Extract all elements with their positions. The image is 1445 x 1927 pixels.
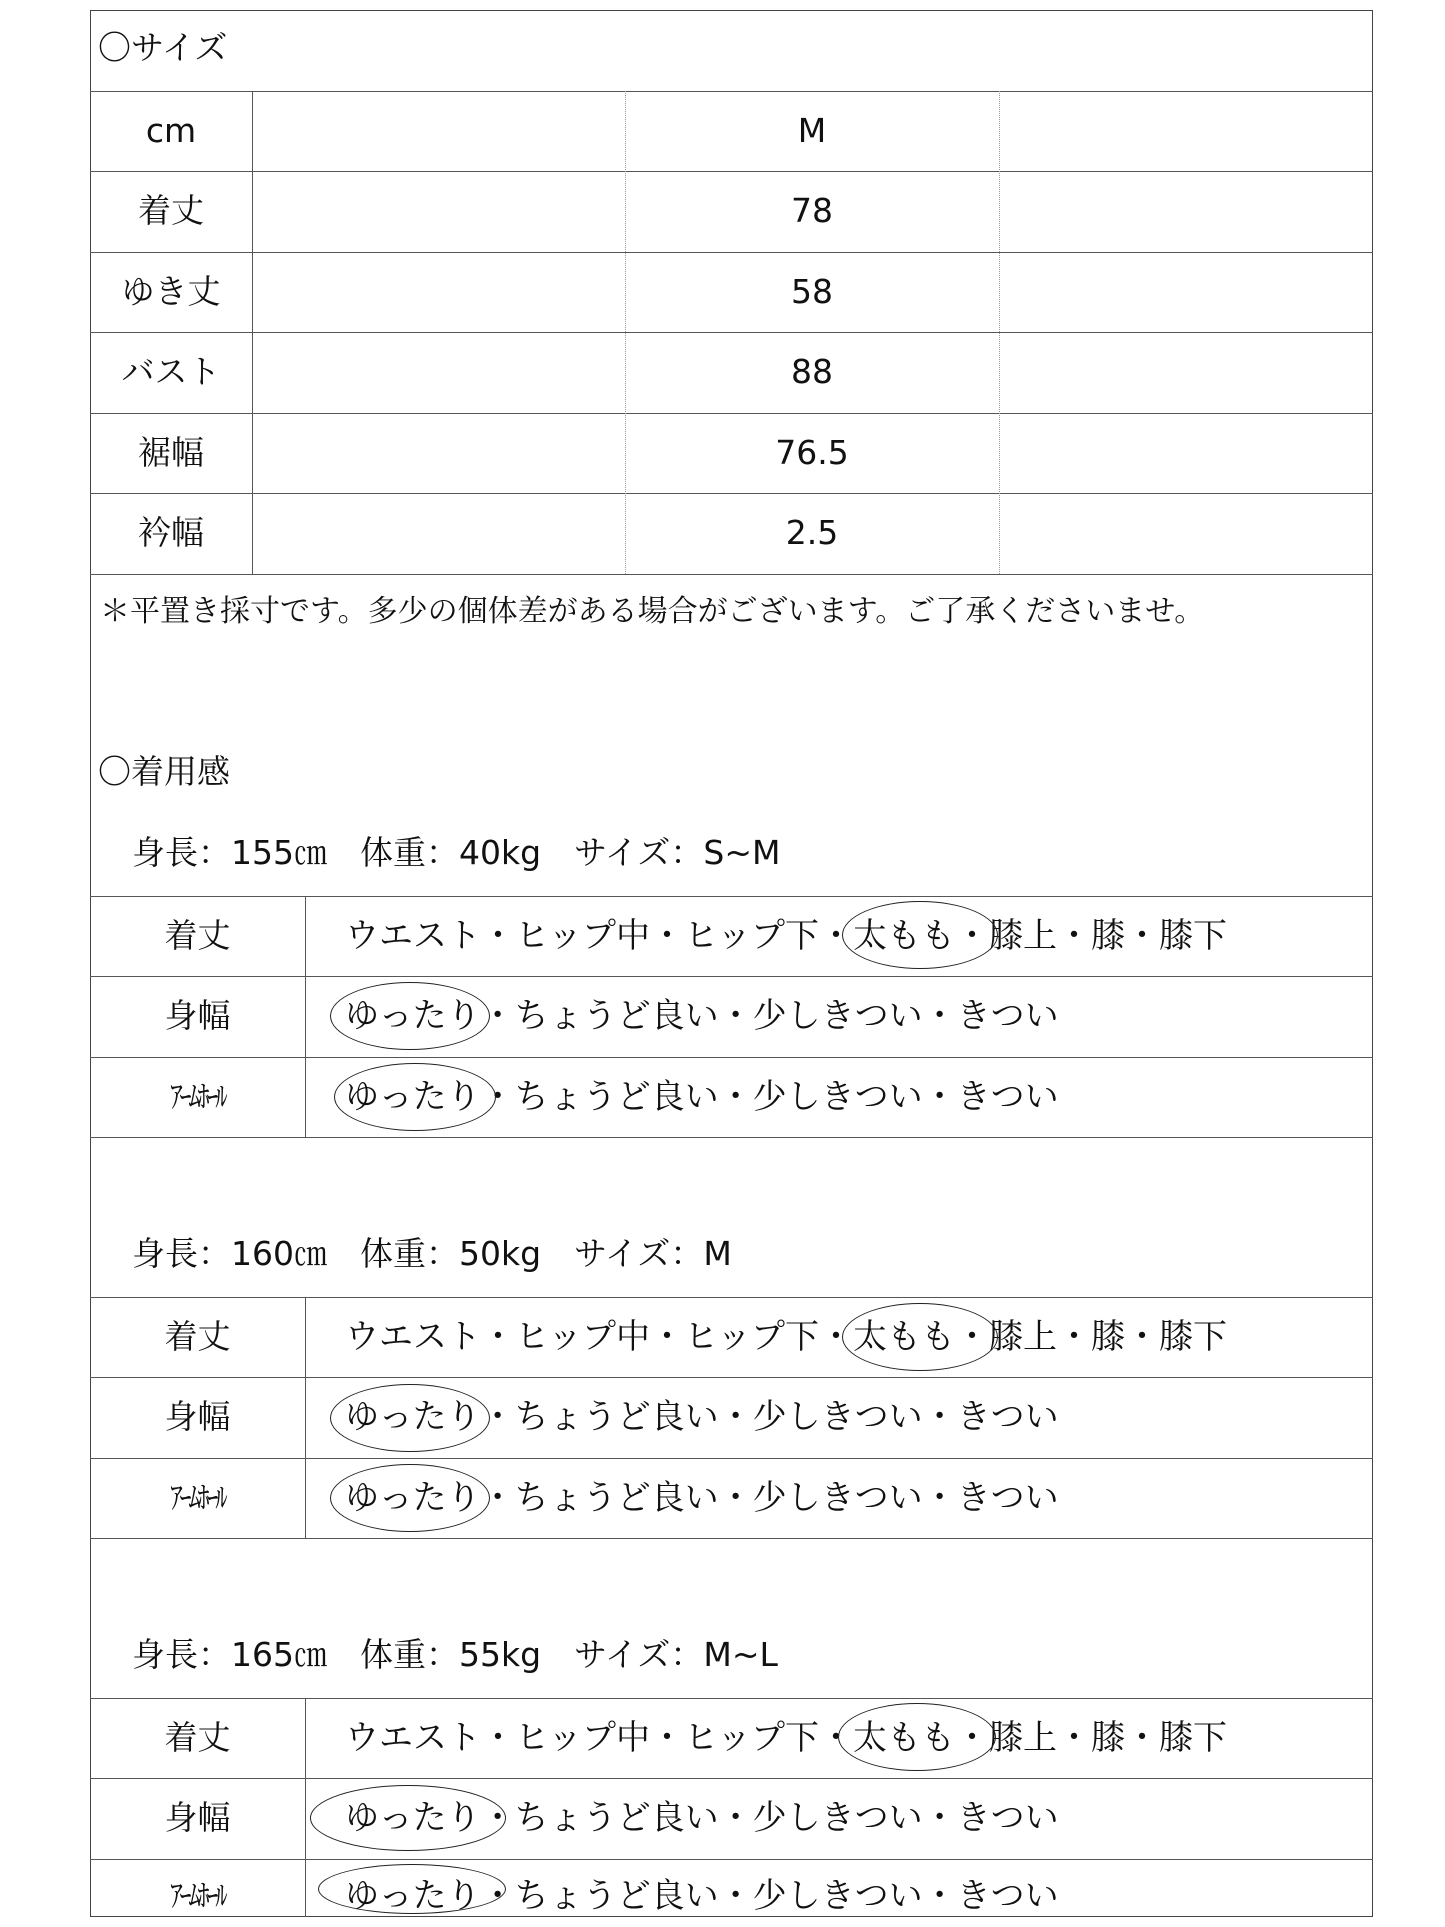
- divider: [305, 1297, 306, 1538]
- divider: [90, 1778, 1373, 1779]
- fit-options: ウエスト・ヒップ中・ヒップ下・太もも・膝上・膝・膝下: [345, 1718, 1227, 1758]
- fit-options: ゆったり・ちょうど良い・少しきつい・きつい: [345, 1397, 1059, 1437]
- divider: [90, 1538, 1373, 1539]
- fit-options: ゆったり・ちょうど良い・少しきつい・きつい: [345, 1478, 1059, 1518]
- size-section-title: 〇サイズ: [98, 28, 228, 67]
- divider: [90, 252, 1373, 253]
- divider: [90, 171, 1373, 172]
- fit-row-label: 着丈: [164, 1317, 231, 1356]
- fit-options: ゆったり・ちょうど良い・少しきつい・きつい: [345, 996, 1059, 1036]
- size-row-label: 衿幅: [138, 513, 204, 552]
- model-profile: 身長：155㎝ 体重：40kg サイズ：S~M: [132, 833, 781, 872]
- divider: [90, 1458, 1373, 1459]
- selected-circle: [838, 1703, 996, 1771]
- model-profile: 身長：160㎝ 体重：50kg サイズ：M: [132, 1234, 732, 1273]
- divider: [90, 574, 1373, 575]
- selected-circle: [330, 982, 490, 1050]
- size-row-value: 88: [791, 352, 833, 391]
- selected-circle: [330, 1384, 490, 1452]
- selected-circle: [330, 1464, 490, 1532]
- fit-options: ウエスト・ヒップ中・ヒップ下・太もも・膝上・膝・膝下: [345, 916, 1227, 956]
- size-row-value: 58: [791, 272, 833, 311]
- fit-options: ゆったり・ちょうど良い・少しきつい・きつい: [345, 1798, 1059, 1838]
- divider: [90, 896, 1373, 897]
- divider: [305, 896, 306, 1137]
- size-header-m: M: [797, 111, 827, 150]
- fit-row-label: 身幅: [164, 1798, 231, 1837]
- measurement-note: ＊平置き採寸です。多少の個体差がある場合がございます。ご了承くださいませ。: [100, 594, 1205, 629]
- selected-circle: [334, 1063, 496, 1131]
- size-row-label: 裾幅: [138, 433, 204, 472]
- divider: [90, 1698, 1373, 1699]
- fit-row-label: 着丈: [164, 1718, 231, 1757]
- divider: [90, 1057, 1373, 1058]
- size-row-label: 着丈: [138, 191, 204, 230]
- model-profile: 身長：165㎝ 体重：55kg サイズ：M~L: [132, 1635, 778, 1674]
- divider: [90, 493, 1373, 494]
- fit-row-label: 身幅: [164, 1397, 231, 1436]
- size-row-label: ゆき丈: [121, 272, 221, 311]
- size-header-unit: cm: [145, 111, 197, 150]
- fit-options: ウエスト・ヒップ中・ヒップ下・太もも・膝上・膝・膝下: [345, 1317, 1227, 1357]
- fit-section-title: 〇着用感: [98, 752, 230, 791]
- fit-row-label: ｱｰﾑﾎｰﾙ: [170, 1479, 225, 1517]
- fit-row-label: ｱｰﾑﾎｰﾙ: [170, 1877, 225, 1915]
- divider: [90, 1137, 1373, 1138]
- selected-circle: [842, 1303, 998, 1371]
- divider: [90, 91, 1373, 92]
- fit-options: ゆったり・ちょうど良い・少しきつい・きつい: [345, 1077, 1059, 1117]
- divider: [90, 332, 1373, 333]
- fit-options: ゆったり・ちょうど良い・少しきつい・きつい: [345, 1876, 1059, 1916]
- size-row-value: 76.5: [775, 433, 849, 472]
- divider: [90, 976, 1373, 977]
- divider: [305, 1698, 306, 1917]
- divider: [90, 1377, 1373, 1378]
- divider: [90, 1297, 1373, 1298]
- fit-row-label: ｱｰﾑﾎｰﾙ: [170, 1078, 225, 1116]
- size-row-label: バスト: [121, 352, 221, 391]
- fit-row-label: 着丈: [164, 916, 231, 955]
- divider: [90, 413, 1373, 414]
- size-row-value: 2.5: [785, 513, 839, 552]
- size-row-value: 78: [791, 191, 833, 230]
- fit-row-label: 身幅: [164, 996, 231, 1035]
- selected-circle: [318, 1864, 506, 1914]
- divider: [625, 91, 626, 574]
- divider: [252, 91, 253, 574]
- divider: [90, 1859, 1373, 1860]
- selected-circle: [842, 901, 998, 969]
- selected-circle: [310, 1785, 506, 1851]
- divider: [999, 91, 1000, 574]
